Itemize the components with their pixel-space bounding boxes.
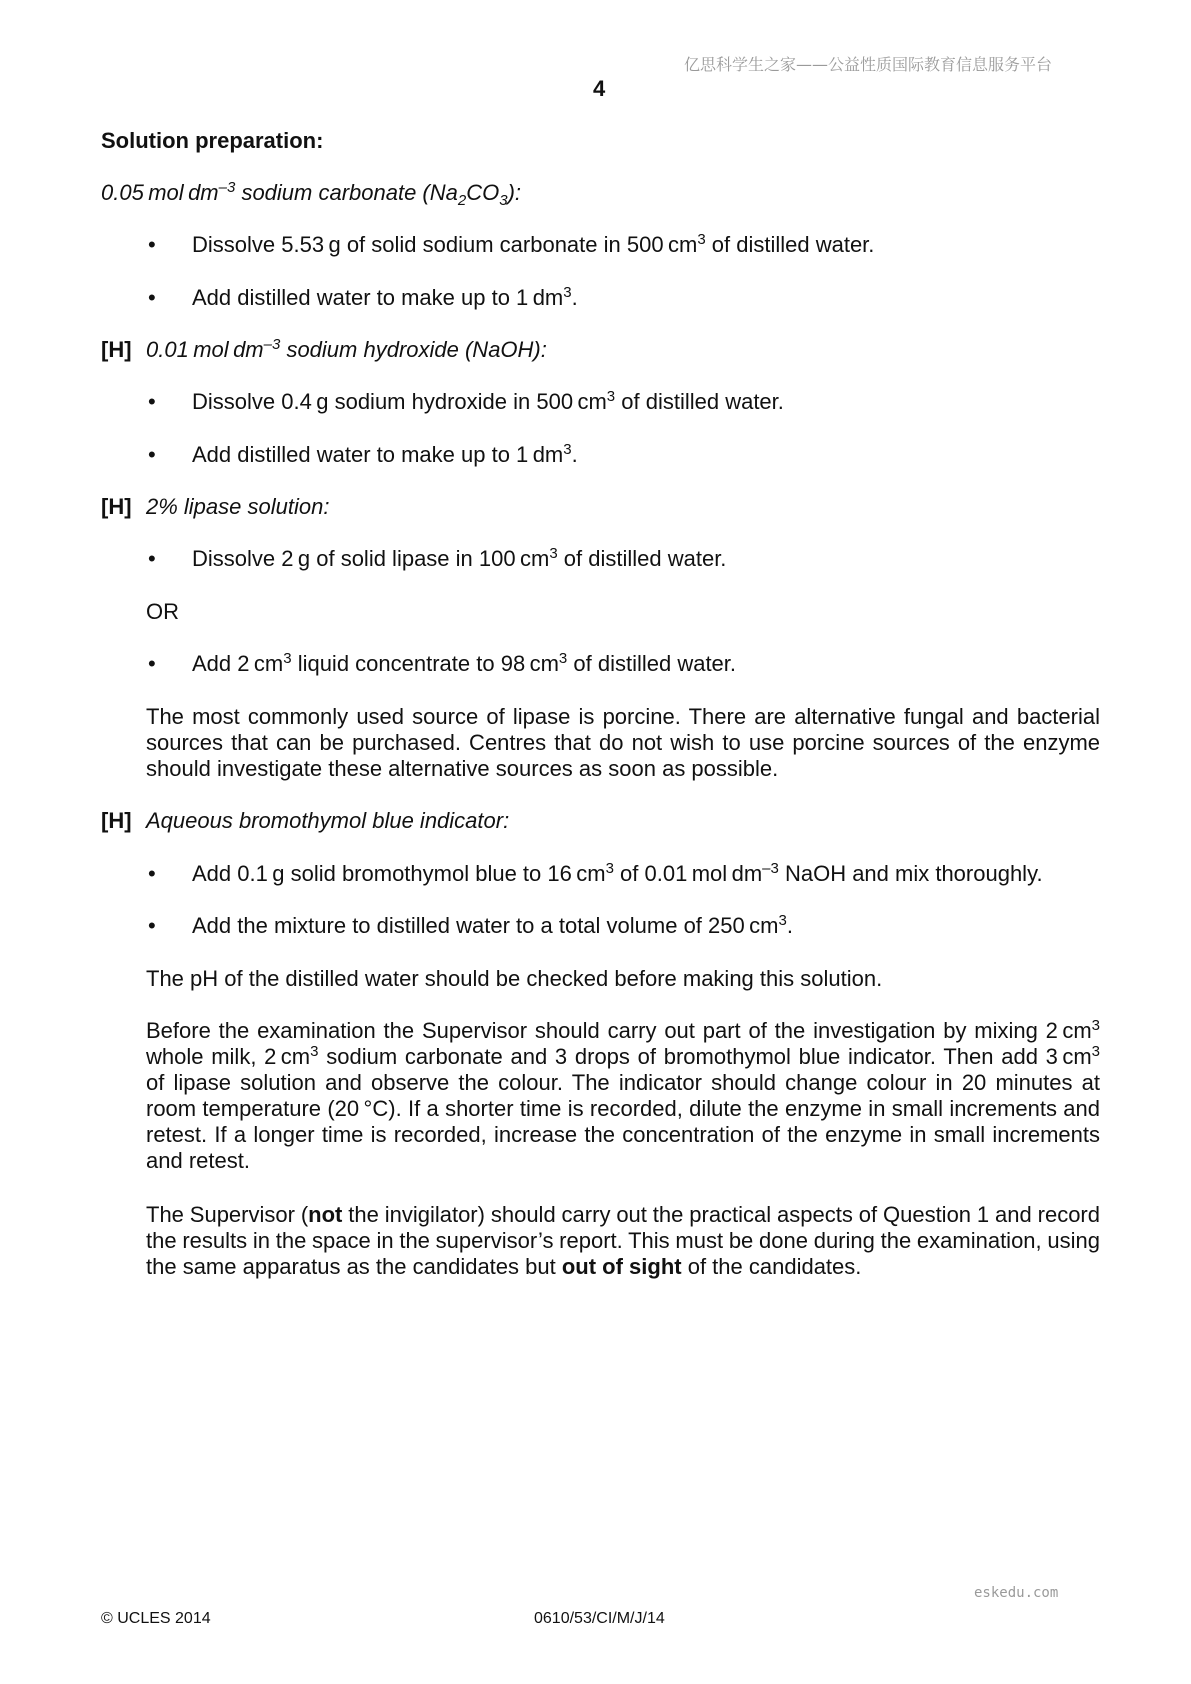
ph-note: The pH of the distilled water should be checked before making this solution.: [146, 966, 883, 991]
text-run: NaOH and mix thoroughly.: [778, 861, 1043, 886]
text-run: Add 2 cm: [192, 651, 284, 676]
bullet-text: [192, 651, 736, 677]
text-run: of the candidates.: [681, 1254, 862, 1279]
superscript: 3: [697, 231, 706, 248]
text-run: whole milk, 2 cm: [146, 1044, 311, 1069]
bullet-text: [192, 285, 578, 311]
text-run: of distilled water.: [567, 651, 737, 676]
text-run: .: [786, 913, 793, 938]
paragraph-line: of lipase solution and observe the colour. The indicator should change colour in 20 minutes at: [146, 1070, 1100, 1095]
sodium-carbonate-title: [101, 179, 522, 209]
bullet-glyph: •: [148, 913, 156, 938]
text-run: Dissolve 2 g of solid lipase in 100 cm: [192, 546, 550, 571]
paragraph-line: The most commonly used source of lipase is porcine. There are alternative fungal and bacterial: [146, 704, 1100, 729]
text-run: the same apparatus as the candidates but: [146, 1254, 562, 1279]
supervisor-practical-paragraph: [146, 1202, 1100, 1280]
text-run: of distilled water.: [557, 546, 727, 571]
superscript: 3: [778, 912, 787, 929]
bullet-text: [192, 232, 874, 258]
paragraph-line: should investigate these alternative sources as soon as possible.: [146, 756, 779, 781]
text-run: liquid concentrate to 98 cm: [291, 651, 559, 676]
paragraph-line: sources that can be purchased. Centres that do not wish to use porcine sources of the enzyme: [146, 730, 1100, 755]
text-run: .: [571, 285, 578, 310]
bullet-glyph: •: [148, 389, 156, 414]
subscript: 2: [457, 192, 467, 209]
text-run: 0.01 mol dm: [146, 337, 264, 362]
paragraph-line: [146, 1254, 1100, 1280]
supervisor-test-paragraph: [146, 1018, 1100, 1174]
superscript: –3: [218, 179, 236, 196]
superscript: 3: [558, 650, 568, 667]
text-run: The Supervisor (: [146, 1202, 309, 1227]
bullet-glyph: •: [148, 285, 156, 310]
text-run: ):: [507, 180, 522, 205]
or-separator: OR: [146, 599, 179, 624]
bullet-glyph: •: [148, 232, 156, 257]
paragraph-line: [146, 1018, 1100, 1044]
text-run: Before the examination the Supervisor should carry out part of the investigation by mixing 2 cm: [146, 1018, 1092, 1043]
paragraph-line: [146, 1202, 1100, 1228]
lipase-title: 2% lipase solution:: [146, 494, 330, 519]
text-run: Dissolve 0.4 g sodium hydroxide in 500 cm: [192, 389, 607, 414]
superscript: –3: [762, 860, 779, 877]
paragraph-line: the results in the space in the supervisor’s report. This must be done during the examination, using: [146, 1228, 1100, 1253]
hazard-marker: [H]: [101, 494, 132, 519]
bullet-glyph: •: [148, 651, 156, 676]
superscript: 3: [606, 388, 616, 405]
emphasis: out of sight: [561, 1254, 682, 1279]
sodium-hydroxide-title: [146, 337, 547, 363]
paragraph-line: retest. If a longer time is recorded, increase the concentration of the enzyme in small increments: [146, 1122, 1100, 1147]
footer-watermark: eskedu.com: [974, 1585, 1059, 1601]
superscript: 3: [563, 441, 572, 458]
text-run: CO: [466, 180, 500, 205]
paragraph-line: room temperature (20 °C). If a shorter time is recorded, dilute the enzyme in small increments and: [146, 1096, 1100, 1121]
text-run: of distilled water.: [705, 232, 875, 257]
paper-code: 0610/53/CI/M/J/14: [534, 1610, 665, 1627]
superscript: 3: [283, 650, 292, 667]
indicator-title: Aqueous bromothymol blue indicator:: [146, 808, 510, 833]
superscript: 3: [549, 545, 558, 562]
text-run: sodium carbonate (Na: [235, 180, 458, 205]
bullet-text: [192, 913, 793, 939]
text-run: Add distilled water to make up to 1 dm: [192, 285, 564, 310]
text-run: Add distilled water to make up to 1 dm: [192, 442, 564, 467]
lipase-source-note: [146, 704, 1100, 782]
bullet-glyph: •: [148, 442, 156, 467]
page-number: 4: [593, 76, 606, 101]
hazard-marker: [H]: [101, 808, 132, 833]
text-run: Dissolve 5.53 g of solid sodium carbonate in 500 cm: [192, 232, 698, 257]
header-watermark: 亿思科学生之家——公益性质国际教育信息服务平台: [684, 55, 1053, 74]
text-run: the invigilator) should carry out the practical aspects of Question 1 and record: [342, 1202, 1100, 1227]
text-run: sodium carbonate and 3 drops of bromothymol blue indicator. Then add 3 cm: [318, 1044, 1092, 1069]
superscript: 3: [1091, 1017, 1100, 1034]
text-run: 0.05 mol dm: [101, 180, 219, 205]
text-run: .: [571, 442, 578, 467]
bullet-glyph: •: [148, 861, 156, 886]
page-heading: Solution preparation:: [101, 128, 324, 153]
superscript: –3: [263, 336, 281, 353]
text-run: Add 0.1 g solid bromothymol blue to 16 cm: [192, 861, 606, 886]
text-run: Add the mixture to distilled water to a total volume of 250 cm: [192, 913, 779, 938]
bullet-glyph: •: [148, 546, 156, 571]
superscript: 3: [1091, 1043, 1100, 1060]
emphasis: not: [308, 1202, 343, 1227]
bullet-text: [192, 389, 784, 415]
superscript: 3: [310, 1043, 319, 1060]
subscript: 3: [499, 192, 508, 209]
copyright-notice: © UCLES 2014: [101, 1610, 211, 1627]
paragraph-line: and retest.: [146, 1148, 250, 1173]
bullet-text: [192, 861, 1043, 887]
paragraph-line: [146, 1044, 1100, 1070]
text-run: of 0.01 mol dm: [613, 861, 763, 886]
hazard-marker: [H]: [101, 337, 132, 362]
superscript: 3: [605, 860, 614, 877]
superscript: 3: [563, 284, 572, 301]
bullet-text: [192, 442, 578, 468]
bullet-text: [192, 546, 726, 572]
text-run: of distilled water.: [615, 389, 784, 414]
text-run: sodium hydroxide (NaOH):: [280, 337, 547, 362]
